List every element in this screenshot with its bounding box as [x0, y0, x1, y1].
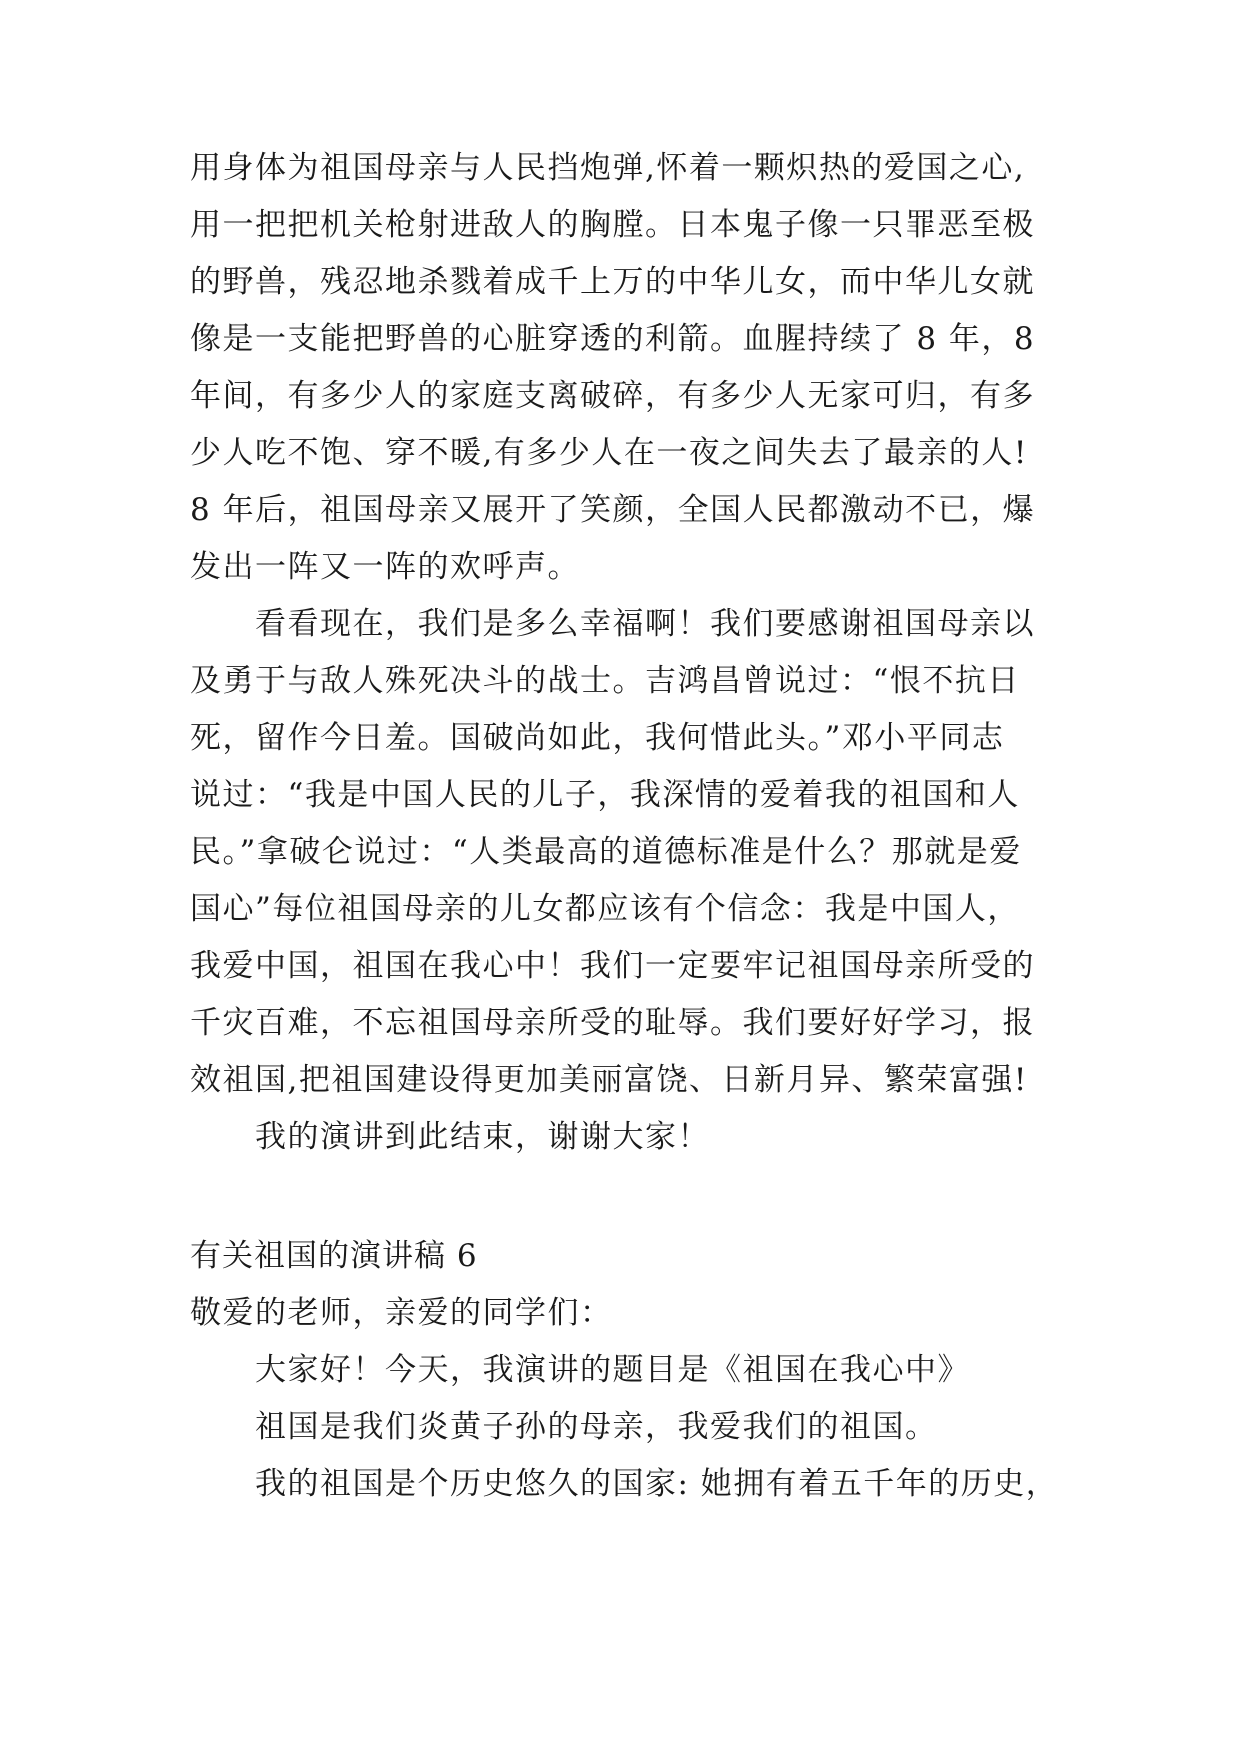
paragraph-first-line: 祖国是我们炎黄子孙的母亲，我爱我们的祖国。: [255, 1409, 938, 1445]
body-text-line: 用身体为祖国母亲与人民挡炮弹,怀着一颗炽热的爱国之心,: [190, 150, 1026, 186]
paragraph-first-line: 我的祖国是个历史悠久的国家: 她拥有着五千年的历史，: [255, 1466, 1059, 1502]
paragraph-first-line: 看看现在，我们是多么幸福啊！我们要感谢祖国母亲以: [255, 606, 1035, 642]
paragraph-first-line: 大家好！今天，我演讲的题目是《祖国在我心中》: [255, 1352, 970, 1388]
body-text-line: 国心”每位祖国母亲的儿女都应该有个信念：我是中国人，: [190, 891, 1020, 927]
body-text-line: 说过：“我是中国人民的儿子，我深情的爱着我的祖国和人: [190, 777, 1020, 813]
body-text-line: 我爱中国，祖国在我心中！我们一定要牢记祖国母亲所受的: [190, 948, 1035, 984]
body-text-line: 像是一支能把野兽的心脏穿透的利箭。血腥持续了 8 年，8: [190, 321, 1036, 357]
closing-line: 我的演讲到此结束，谢谢大家！: [255, 1119, 710, 1155]
body-text-line: 8 年后，祖国母亲又展开了笑颜，全国人民都激动不已，爆: [190, 492, 1036, 528]
body-text-line: 及勇于与敌人殊死决斗的战士。吉鸿昌曾说过：“恨不抗日: [190, 663, 1020, 699]
salutation-line: 敬爱的老师，亲爱的同学们：: [190, 1295, 613, 1331]
body-text-line: 死，留作今日羞。国破尚如此，我何惜此头。”邓小平同志: [190, 720, 1005, 756]
body-text-line: 效祖国,把祖国建设得更加美丽富饶、日新月异、繁荣富强!: [190, 1062, 1028, 1098]
body-text-line: 民。”拿破仑说过：“人类最高的道德标准是什么？那就是爱: [190, 834, 1022, 870]
body-text-line: 用一把把机关枪射进敌人的胸膛。日本鬼子像一只罪恶至极: [190, 207, 1035, 243]
body-text-line: 少人吃不饱、穿不暖,有多少人在一夜之间失去了最亲的人!: [190, 435, 1028, 471]
body-text-line: 发出一阵又一阵的欢呼声。: [190, 549, 580, 585]
section-heading: 有关祖国的演讲稿 6: [190, 1238, 478, 1274]
body-text-line: 千灾百难，不忘祖国母亲所受的耻辱。我们要好好学习，报: [190, 1005, 1035, 1041]
body-text-line: 的野兽，残忍地杀戮着成千上万的中华儿女，而中华儿女就: [190, 264, 1035, 300]
body-text-line: 年间，有多少人的家庭支离破碎，有多少人无家可归，有多: [190, 378, 1035, 414]
